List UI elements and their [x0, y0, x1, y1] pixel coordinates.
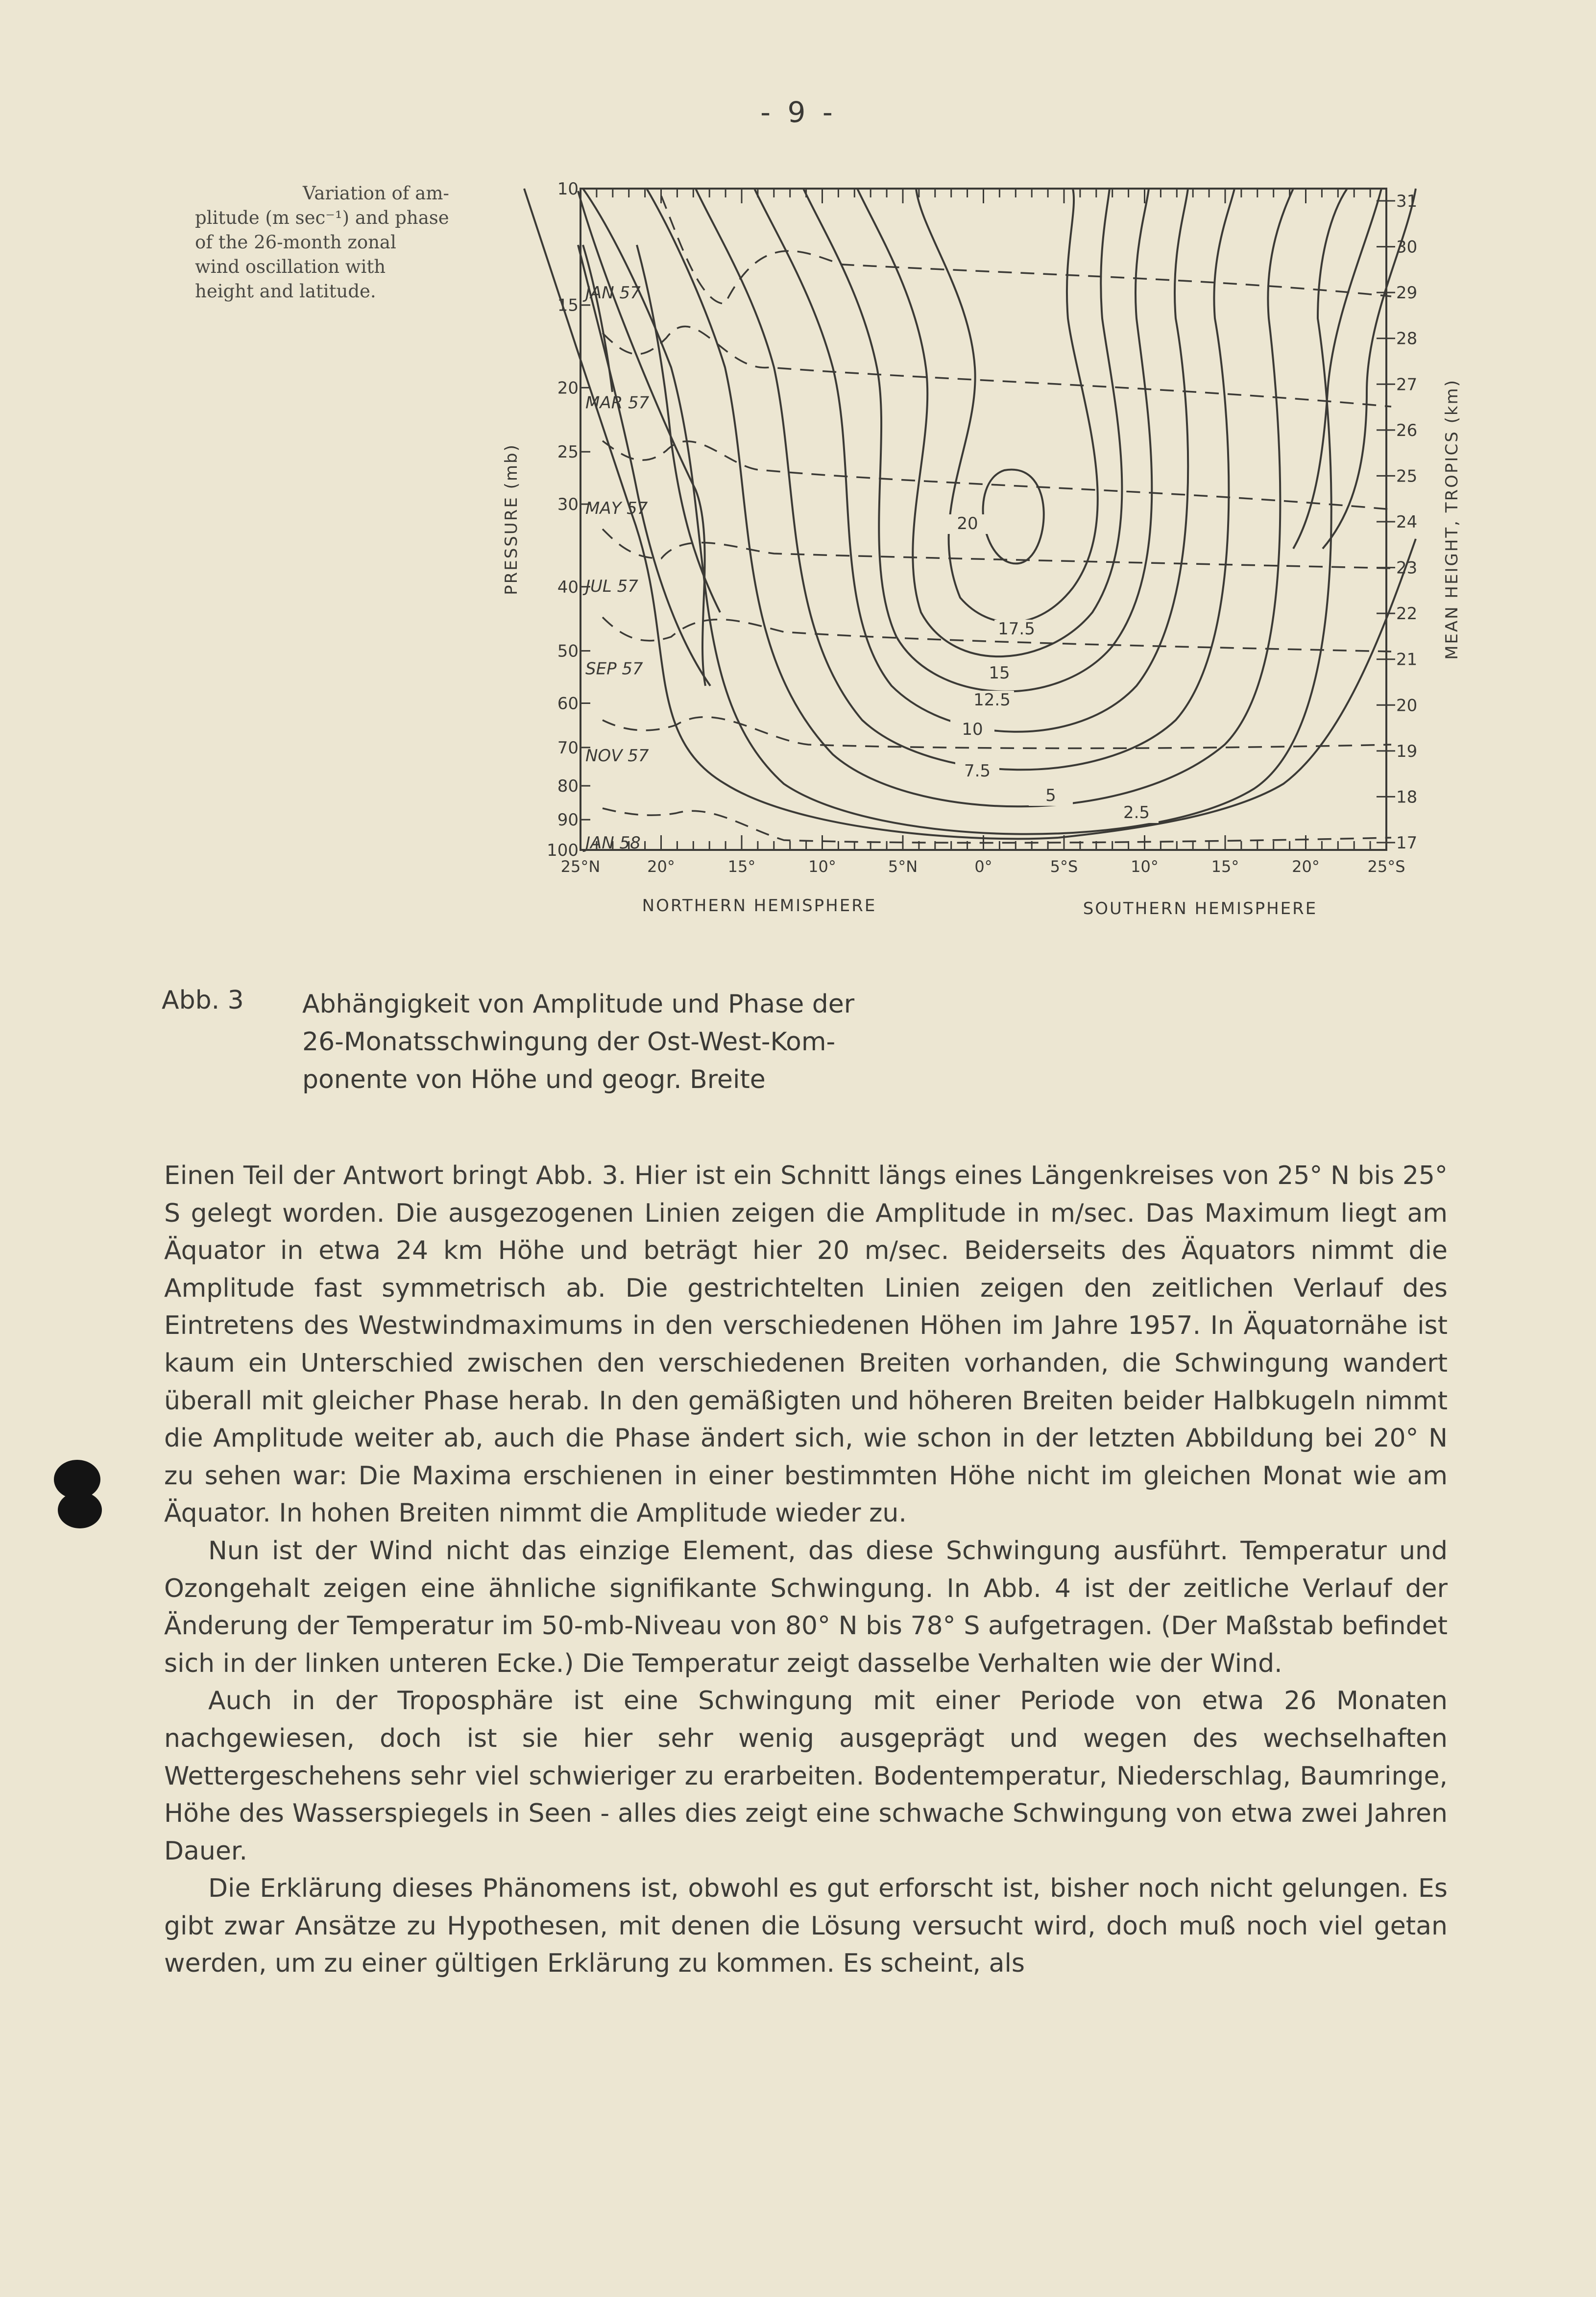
- amplitude-contour-20: [983, 470, 1044, 564]
- pressure-tick-label: 70: [557, 738, 579, 758]
- latitude-tick-label: 25°S: [1367, 857, 1405, 876]
- height-tick-label: 30: [1396, 237, 1418, 257]
- amplitude-contour-10: [754, 189, 1188, 732]
- body-text: [164, 1157, 1448, 1983]
- amplitude-contour-5: [647, 189, 1293, 806]
- amplitude-contour-17-5: [916, 189, 1098, 622]
- binding-hole-mark: [58, 1492, 102, 1528]
- body-paragraph: Die Erklärung dieses Phänomens ist, obwohl es gut erforscht ist, bisher noch nicht gelungen. Es gibt zwar Ansätze zu Hypothesen, mit denen die Lösung versucht wird, doch muß noch viel getan werden, um zu einer gültigen Erklärung zu kommen. Es scheint, als: [164, 1874, 1448, 1979]
- contour-label: 7.5: [964, 761, 991, 781]
- phase-label: MAY 57: [585, 498, 648, 518]
- southern-hemisphere-label: SOUTHERN HEMISPHERE: [1083, 899, 1318, 919]
- pressure-axis-label: PRESSURE (mb): [502, 443, 521, 595]
- contour-label: 15: [989, 663, 1010, 683]
- amplitude-contour-north-edge: [583, 245, 612, 392]
- phase-label: MAR 57: [585, 393, 650, 413]
- amplitude-contour-12-5: [803, 189, 1152, 692]
- contour-label: 5: [1045, 786, 1056, 805]
- chart-caption-line: Variation of am-: [303, 183, 449, 204]
- phase-label: JUL 57: [585, 577, 638, 596]
- phase-label: JAN 58: [585, 833, 641, 853]
- height-tick-label: 19: [1396, 741, 1418, 761]
- latitude-tick-label: 5°S: [1050, 857, 1078, 876]
- phase-line-jul57: [603, 529, 1391, 568]
- height-tick-label: 29: [1396, 283, 1418, 303]
- height-tick-label: 20: [1396, 696, 1418, 716]
- height-tick-label: 31: [1396, 192, 1418, 211]
- pressure-tick-label: 100: [547, 841, 579, 860]
- pressure-tick-label: 15: [557, 295, 579, 315]
- chart-caption-line: wind oscillation with: [195, 256, 386, 277]
- contour-label: 20: [957, 514, 978, 533]
- amplitude-contour-15: [857, 189, 1122, 656]
- latitude-tick-label: 10°: [808, 857, 836, 876]
- height-tick-label: 28: [1396, 329, 1418, 349]
- height-tick-label: 24: [1396, 512, 1418, 532]
- height-tick-label: 27: [1396, 375, 1418, 395]
- latitude-tick-label: 0°: [974, 857, 992, 876]
- pressure-tick-label: 90: [557, 810, 579, 830]
- height-tick-label: 18: [1396, 787, 1418, 807]
- pressure-tick-label: 30: [557, 495, 579, 515]
- chart-caption-line: of the 26-month zonal: [195, 232, 396, 253]
- latitude-tick-label: 20°: [647, 857, 675, 876]
- page-number: - 9 -: [760, 96, 837, 129]
- body-paragraph: Auch in der Troposphäre ist eine Schwingung mit einer Periode von etwa 26 Monaten nachgewiesen, doch ist sie hier sehr wenig ausgeprägt und wegen des wechselhaften Wettergeschehens sehr viel schwieriger zu erarbeiten. Bodentemperatur, Niederschlag, Baumringe, Höhe des Wasserspiegels in Seen - alles dies zeigt eine schwache Schwingung von etwa zwei Jahren Dauer.: [164, 1686, 1448, 1866]
- height-axis-label: MEAN HEIGHT, TROPICS (km): [1442, 379, 1462, 660]
- height-tick-label: 26: [1396, 420, 1418, 440]
- contour-label: 17.5: [998, 619, 1035, 639]
- contour-label: 10: [962, 720, 983, 739]
- amplitude-contour-7-5: [696, 189, 1234, 770]
- chart-caption-line: height and latitude.: [195, 281, 376, 302]
- height-tick-label: 25: [1396, 466, 1418, 486]
- figure-label: Abb. 3: [162, 986, 244, 1015]
- phase-lines: [603, 196, 1391, 843]
- body-paragraph: Nun ist der Wind nicht das einzige Element, das diese Schwingung ausführt. Temperatur und Ozongehalt zeigen eine ähnliche signifikante Schwingung. In Abb. 4 ist der zeitliche Verlauf der Änderung der Temperatur im 50-mb-Niveau von 80° N bis 78° S aufgetragen. (Der Maßstab befindet sich in der linken unteren Ecke.) Die Temperatur zeigt dasselbe Verhalten wie der Wind.: [164, 1536, 1448, 1678]
- height-tick-label: 17: [1396, 833, 1418, 853]
- figure-caption: [302, 986, 919, 1099]
- northern-hemisphere-label: NORTHERN HEMISPHERE: [642, 896, 877, 916]
- chart-caption-line: plitude (m sec⁻¹) and phase: [195, 207, 449, 228]
- height-tick-label: 22: [1396, 604, 1418, 624]
- phase-line-nov57: [603, 717, 1391, 749]
- pressure-tick-label: 50: [557, 641, 579, 661]
- height-tick-label: 21: [1396, 650, 1418, 670]
- pressure-tick-label: 60: [557, 694, 579, 714]
- pressure-tick-label: 10: [557, 179, 579, 199]
- phase-label: JAN 57: [585, 283, 641, 303]
- figure-caption-line: Abhängigkeit von Amplitude und Phase der: [302, 990, 855, 1019]
- pressure-tick-label: 20: [557, 378, 579, 398]
- latitude-tick-label: 5°N: [888, 857, 918, 876]
- pressure-tick-label: 25: [557, 442, 579, 462]
- contour-label: 12.5: [973, 690, 1011, 710]
- body-paragraph: Einen Teil der Antwort bringt Abb. 3. Hier ist ein Schnitt längs eines Längenkreises von 25° N bis 25° S gelegt worden. Die ausgezogenen Linien zeigen die Amplitude in m/sec. Das Maximum liegt am Äquator in etwa 24 km Höhe und beträgt hier 20 m/sec. Beiderseits des Äquators nimmt die Amplitude fast symmetrisch ab. Die gestrichtelten Linien zeigen den zeitlichen Verlauf des Eintretens des Westwindmaximums in den verschiedenen Höhen im Jahre 1957. In Äquatornähe ist kaum ein Unterschied zwischen den verschiedenen Breiten vorhanden, die Schwingung wandert überall mit gleicher Phase herab. In den gemäßigten und höheren Breiten beider Halbkugeln nimmt die Amplitude weiter ab, auch die Phase ändert sich, wie schon in der letzten Abbildung bei 20° N zu sehen war: Die Maxima erschienen in einer bestimmten Höhe nicht im gleichen Monat wie am Äquator. In hohen Breiten nimmt die Amplitude wieder zu.: [164, 1161, 1448, 1528]
- latitude-tick-label: 20°: [1292, 857, 1320, 876]
- phase-labels: [582, 283, 650, 853]
- latitude-tick-label: 10°: [1131, 857, 1159, 876]
- amplitude-contour-outer-south: [1058, 539, 1416, 838]
- figure-caption-line: 26-Monatsschwingung der Ost-West-Kom-: [302, 1027, 836, 1057]
- height-axis: [1377, 192, 1417, 853]
- height-tick-label: 23: [1396, 558, 1418, 578]
- phase-label: NOV 57: [585, 746, 649, 766]
- phase-label: SEP 57: [585, 659, 643, 679]
- pressure-axis: [547, 179, 590, 860]
- phase-line-jan57: [661, 196, 1391, 304]
- latitude-tick-label: 15°: [1211, 857, 1239, 876]
- pressure-tick-label: 80: [557, 776, 579, 797]
- wind-oscillation-chart: [0, 0, 1596, 931]
- figure-caption-line: ponente von Höhe und geogr. Breite: [302, 1065, 766, 1094]
- pressure-tick-label: 40: [557, 577, 579, 597]
- latitude-tick-label: 15°: [727, 857, 756, 876]
- contour-label: 2.5: [1123, 803, 1150, 822]
- latitude-tick-label: 25°N: [560, 857, 601, 876]
